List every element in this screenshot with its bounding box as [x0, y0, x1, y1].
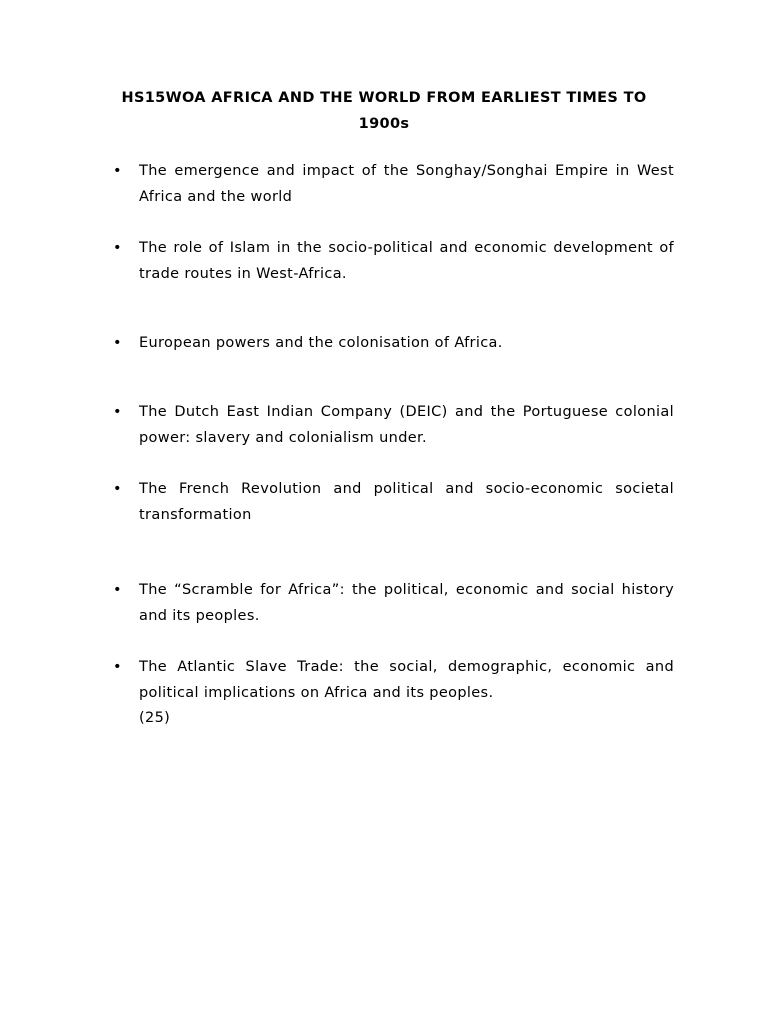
document-title — [100, 85, 668, 137]
bullet-icon: • — [113, 659, 122, 675]
list-item-line: The “Scramble for Africa”: the political, economic and social history — [139, 582, 674, 598]
marks-allocation: (25) — [139, 710, 171, 726]
bullet-icon: • — [113, 404, 122, 420]
bullet-icon: • — [113, 335, 122, 351]
title-line-2: 1900s — [358, 116, 410, 132]
title-line-1: HS15WOA AFRICA AND THE WORLD FROM EARLIEST TIMES TO — [121, 90, 647, 106]
list-item-line: European powers and the colonisation of Africa. — [139, 335, 503, 351]
list-item-text — [139, 159, 674, 210]
list-item-text — [139, 578, 674, 629]
list-item-text — [139, 400, 674, 451]
bullet-icon: • — [113, 240, 122, 256]
list-item — [113, 159, 674, 210]
list-item — [113, 477, 674, 528]
list-item — [113, 578, 674, 629]
list-item-line: The Dutch East Indian Company (DEIC) and the Portuguese colonial — [139, 404, 674, 420]
list-item-text — [139, 655, 674, 706]
list-item — [113, 655, 674, 732]
list-item-line: power: slavery and colonialism under. — [139, 429, 427, 446]
list-item-line: The role of Islam in the socio-political and economic development of — [139, 240, 674, 256]
list-item — [113, 400, 674, 451]
list-item-line: trade routes in West-Africa. — [139, 265, 347, 282]
list-item — [113, 331, 674, 357]
bullet-icon: • — [113, 481, 122, 497]
list-item-line: The emergence and impact of the Songhay/Songhai Empire in West — [139, 163, 674, 179]
list-item-line: transformation — [139, 506, 252, 523]
bullet-icon: • — [113, 582, 122, 598]
list-item-text — [139, 477, 674, 528]
list-item-line: The Atlantic Slave Trade: the social, demographic, economic and — [139, 659, 674, 675]
bullet-icon: • — [113, 163, 122, 179]
list-item-text — [139, 236, 674, 287]
list-item-line: and its peoples. — [139, 607, 260, 624]
list-item-line: political implications on Africa and its peoples. — [139, 684, 494, 701]
list-item-line: The French Revolution and political and socio-economic societal — [139, 481, 674, 497]
list-item-line: Africa and the world — [139, 188, 293, 205]
list-item — [113, 236, 674, 287]
list-item-text — [139, 331, 674, 357]
